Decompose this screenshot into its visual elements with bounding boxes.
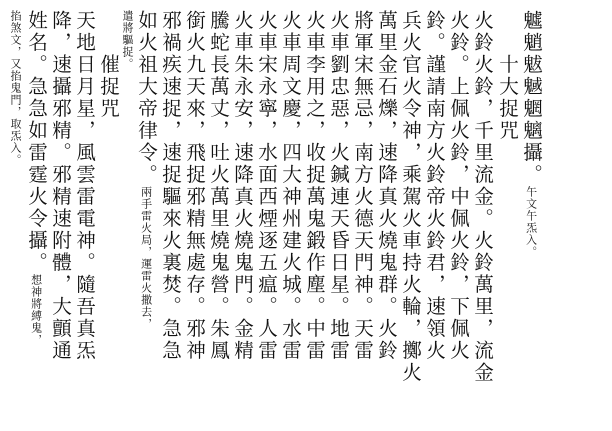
column-16-main-text: 邪禍疾速捉，速捉驅來火裏焚。急急 (158, 10, 182, 362)
text-column-23-annotation (10, 10, 21, 166)
column-3-main-text: 火鈴火鈴，千里流金。火鈴萬里，流金 (470, 10, 494, 384)
heading-cui-zhuo-zhou (98, 10, 118, 120)
column-22-main-text: 姓名。急急如雷霆火令攝。 (24, 10, 48, 274)
column-19-heading-text: 催捉咒 (96, 10, 120, 120)
text-column-15 (184, 10, 204, 362)
column-15-main-text: 銜火九天來，飛捉邪精無處存。邪神 (182, 10, 206, 362)
text-column-22 (26, 10, 46, 346)
text-column-8 (352, 10, 372, 362)
column-7-main-text: 萬里金石爍，速降真火燒鬼群。火鈴 (374, 10, 398, 362)
text-column-7 (376, 10, 396, 362)
text-column-4 (448, 10, 468, 362)
column-1-main-text: 魖魈魃魊魍魑攝。 (519, 10, 543, 186)
column-5-main-text: 鈴。謹請南方火鈴帝火鈴君，速領火 (422, 10, 446, 362)
column-21-main-text: 降，速攝邪精。邪精速附體，大顫通 (48, 10, 72, 362)
text-column-18-annotation (122, 10, 133, 70)
text-column-6 (400, 10, 420, 384)
text-column-5 (424, 10, 444, 362)
column-14-main-text: 騰蛇長萬丈，吐火萬里燒鬼營。朱鳳 (206, 10, 230, 362)
column-1-annotation: 午文午炁入。 (524, 186, 538, 258)
column-11-main-text: 火車周文慶，四大神州建火城。水雷 (278, 10, 302, 362)
column-4-main-text: 火鈴。上佩火鈴，中佩火鈴，下佩火 (446, 10, 470, 362)
column-8-main-text: 將軍宋無忌，南方火德天門神。天雷 (350, 10, 374, 362)
column-2-heading-text: 十大捉咒 (495, 10, 519, 142)
column-6-main-text: 兵火官火令神，乘駕火車持火輪，擲火 (398, 10, 422, 384)
heading-shi-da-zhuo-zhou (497, 10, 517, 142)
column-23-annotation: 掐煞文，又掐鬼門，取炁入。 (9, 10, 22, 166)
column-22-annotation: 想神將縛鬼， (29, 274, 43, 346)
text-column-9 (328, 10, 348, 362)
column-9-main-text: 火車劉忠惡，火鍼連天昏日星。地雷 (326, 10, 350, 362)
column-17-main-text: 如火祖大帝律令。 (134, 10, 158, 186)
text-column-1 (521, 10, 541, 258)
column-20-main-text: 天地日月星，風雲雷電神。隨吾真炁 (72, 10, 96, 362)
text-column-17 (136, 10, 156, 330)
column-17-annotation: 兩手雷火局，運雷火撒去， (139, 186, 153, 330)
text-column-21 (50, 10, 70, 362)
text-column-16 (160, 10, 180, 362)
text-column-11 (280, 10, 300, 362)
text-column-20 (74, 10, 94, 362)
text-column-14 (208, 10, 228, 362)
text-column-12 (256, 10, 276, 362)
text-column-13 (232, 10, 252, 362)
column-18-annotation: 遣將驅捉。 (121, 10, 134, 70)
text-column-10 (304, 10, 324, 362)
text-column-3 (472, 10, 492, 384)
column-12-main-text: 火車宋永寧，水面西煙逐五瘟。人雷 (254, 10, 278, 362)
column-13-main-text: 火車朱永安，速降真火燒鬼門。金精 (230, 10, 254, 362)
column-10-main-text: 火車李用之，收捉萬鬼鍛作塵。中雷 (302, 10, 326, 362)
